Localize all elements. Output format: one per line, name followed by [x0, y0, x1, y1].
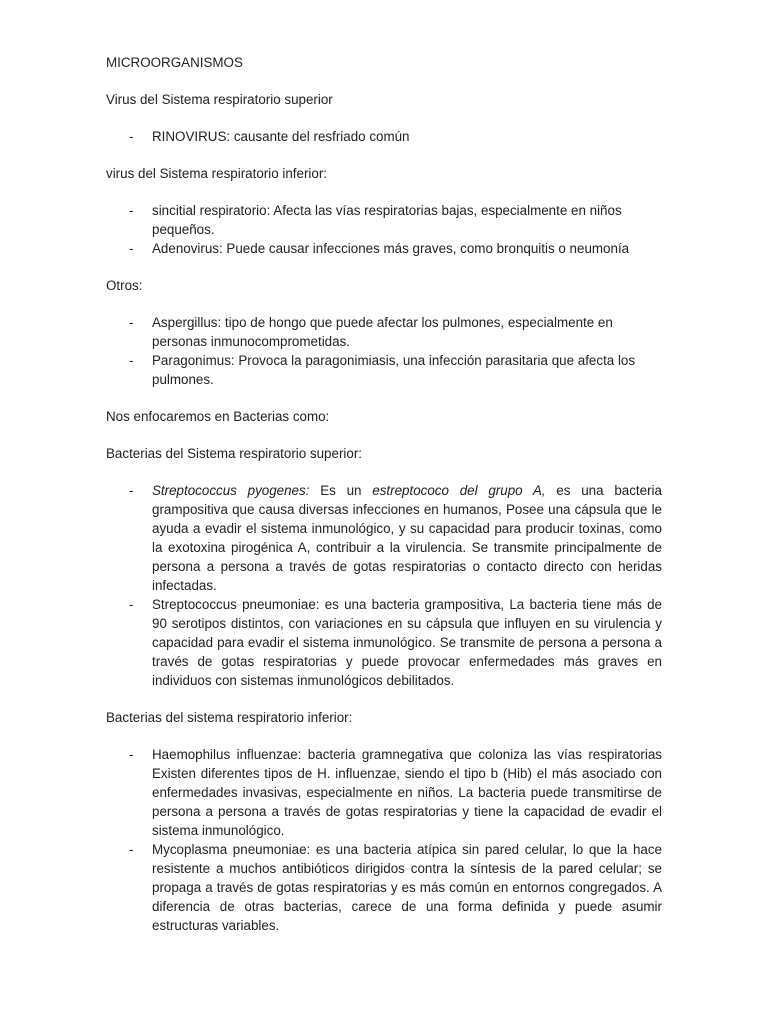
section-heading-lower-bacteria: Bacterias del sistema respiratorio inferior:	[106, 710, 353, 725]
section-heading-upper-viruses: Virus del Sistema respiratorio superior	[106, 92, 333, 107]
list-dash: -	[129, 241, 134, 256]
list-item	[106, 201, 662, 239]
list-item	[106, 595, 662, 690]
list-dash: -	[129, 597, 134, 612]
focus-statement: Nos enfocaremos en Bacterias como:	[106, 409, 330, 424]
list-item	[106, 840, 662, 935]
list-dash: -	[129, 483, 134, 498]
list-dash: -	[129, 129, 134, 144]
list-dash: -	[129, 315, 134, 330]
list-dash: -	[129, 747, 134, 762]
list-item-text: Adenovirus: Puede causar infecciones más graves, como bronquitis o neumonía	[152, 241, 630, 256]
list-item-text: Streptococcus pneumoniae: es una bacteria grampositiva, La bacteria tiene más de 90 serotipos distintos, con variaciones en su cápsula que influyen en su virulencia y capacidad para evadir el sistema inmunológico. Se transmite de persona a persona a través de gotas respiratorias y puede provocar enfermedades más graves en individuos con sistemas inmunológicos debilitados.	[152, 597, 662, 688]
list-item-text: es una bacteria grampositiva que causa diversas infecciones en humanos, Posee una cápsula que le ayuda a evadir el sistema inmunológico, y su capacidad para producir toxinas, como la exotoxina pirogénica A, contribuir a la virulencia. Se transmite principalmente de persona a persona a través de gotas respiratorias o contacto directo con heridas infectadas.	[152, 483, 662, 593]
list-item-text: Paragonimus: Provoca la paragonimiasis, una infección parasitaria que afecta los pulmones.	[152, 353, 636, 387]
section-heading-lower-viruses: virus del Sistema respiratorio inferior:	[106, 166, 328, 181]
document-title: MICROORGANISMOS	[106, 55, 243, 70]
section-heading-others: Otros:	[106, 278, 143, 293]
lower-bacteria-list	[106, 745, 662, 935]
list-item-text: Mycoplasma pneumoniae: es una bacteria atípica sin pared celular, lo que la hace resistente a muchos antibióticos dirigidos contra la síntesis de la pared celular; se propaga a través de gotas respiratorias y es más común en entornos congregados. A diferencia de otras bacterias, carece de una forma definida y puede asumir estructuras variables.	[152, 842, 662, 933]
section-heading-upper-bacteria: Bacterias del Sistema respiratorio superior:	[106, 446, 363, 461]
others-list	[106, 313, 662, 389]
list-item-text: RINOVIRUS: causante del resfriado común	[152, 129, 410, 144]
list-item	[106, 127, 662, 146]
list-dash: -	[129, 842, 134, 857]
list-item	[106, 481, 662, 595]
list-dash: -	[129, 353, 134, 368]
upper-virus-list	[106, 127, 662, 146]
species-name: Streptococcus pyogenes:	[152, 483, 310, 498]
list-item-text: Es un	[309, 483, 373, 498]
list-item-text: Aspergillus: tipo de hongo que puede afectar los pulmones, especialmente en personas inmunocomprometidas.	[152, 315, 613, 349]
list-item	[106, 351, 662, 389]
lower-virus-list	[106, 201, 662, 258]
list-item-text: Haemophilus influenzae: bacteria gramnegativa que coloniza las vías respiratorias Existen diferentes tipos de H. influenzae, siendo el tipo b (Hib) el más asociado con enfermedades invasivas, especialmente en niños. La bacteria puede transmitirse de persona a persona a través de gotas respiratorias y tiene la capacidad de evadir el sistema inmunológico.	[152, 747, 662, 838]
document-page	[106, 53, 662, 953]
list-item	[106, 239, 662, 258]
list-item	[106, 745, 662, 840]
list-item	[106, 313, 662, 351]
upper-bacteria-list	[106, 481, 662, 690]
list-item-text: sincitial respiratorio: Afecta las vías respiratorias bajas, especialmente en niños pequeños.	[152, 203, 622, 237]
list-dash: -	[129, 203, 134, 218]
group-name: estreptococo del grupo A,	[372, 483, 546, 498]
